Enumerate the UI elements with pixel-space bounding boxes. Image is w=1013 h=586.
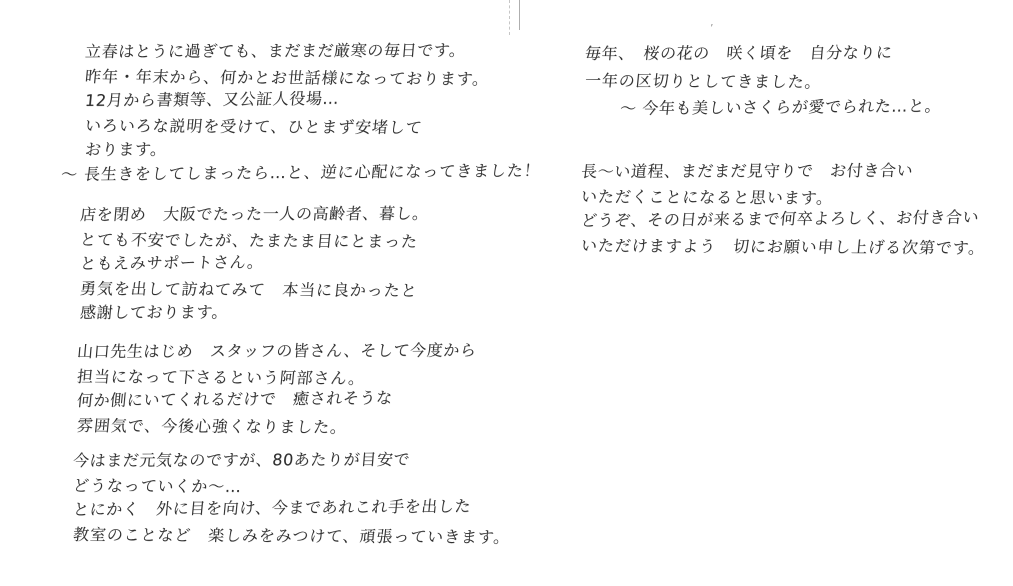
paragraph-opening <box>60 40 542 188</box>
handwritten-line: いただけますよう 切にお願い申し上げる次第です。 <box>580 235 987 258</box>
handwritten-line: 感謝しております。 <box>79 302 230 323</box>
handwritten-line: 立春はとうに過ぎても、まだまだ厳寒の毎日です。 <box>84 40 467 61</box>
paragraph-sakura <box>585 40 941 122</box>
handwritten-line: とても不安でしたが、たまたま目にとまった <box>79 229 419 251</box>
handwritten-line: とにかく 外に目を向け、今まであれこれ手を出した <box>72 496 473 520</box>
stray-ink-mark: ’ <box>710 22 714 35</box>
handwritten-line: 教室のことなど 楽しみをみつけて、頑張っていきます。 <box>72 524 512 547</box>
handwritten-line: 雰囲気で、今後心強くなりました。 <box>76 415 348 437</box>
handwritten-line: いろいろな説明を受けて、ひとまず安堵して <box>84 115 424 137</box>
handwritten-line: 12月から書類等、又公証人役場… <box>84 88 341 111</box>
fold-crease-mark <box>519 0 520 30</box>
handwritten-line: 一年の区切りとしてきました。 <box>584 71 823 92</box>
handwritten-line: 勇気を出して訪ねてみて 本当に良かったと <box>79 278 419 300</box>
fold-crease-mark <box>509 0 510 35</box>
handwritten-line: 何か側にいてくれるだけで 癒されそうな <box>76 388 394 411</box>
handwritten-line: いただくことになると思います。 <box>580 186 835 208</box>
paragraph-closing-request <box>581 160 985 258</box>
handwritten-line: 〜 今年も美しいさくらが愛でられた…と。 <box>619 95 943 118</box>
paragraph-about-support <box>80 203 429 326</box>
handwritten-line: 〜 長生きをしてしまったら…と、逆に心配になってきました！ <box>60 160 542 184</box>
paragraph-staff-thanks <box>77 340 476 438</box>
handwritten-line: 長〜い道程、まだまだ見守りで お付き合い <box>580 160 914 181</box>
handwritten-line: どうぞ、その日が来るまで何卒よろしく、お付き合い <box>580 207 981 231</box>
handwritten-line: 山口先生はじめ スタッフの皆さん、そして今度から <box>76 340 478 361</box>
paragraph-outlook <box>73 449 510 547</box>
handwritten-line: おります。 <box>84 140 168 160</box>
handwritten-line: 店を閉め 大阪でたった一人の高齢者、暮し。 <box>79 203 430 224</box>
handwritten-line: 担当になって下さるという阿部さん。 <box>76 366 367 388</box>
handwritten-line: 毎年、 桜の花の 咲く頃を 自分なりに <box>584 42 894 63</box>
handwritten-line: 昨年・年末から、何かとお世話様になっております。 <box>84 66 491 89</box>
handwritten-line: どうなっていくか〜… <box>72 475 243 496</box>
handwritten-line: ともえみサポートさん。 <box>79 252 265 274</box>
handwritten-line: 今はまだ元気なのですが、80あたりが目安で <box>72 449 411 470</box>
